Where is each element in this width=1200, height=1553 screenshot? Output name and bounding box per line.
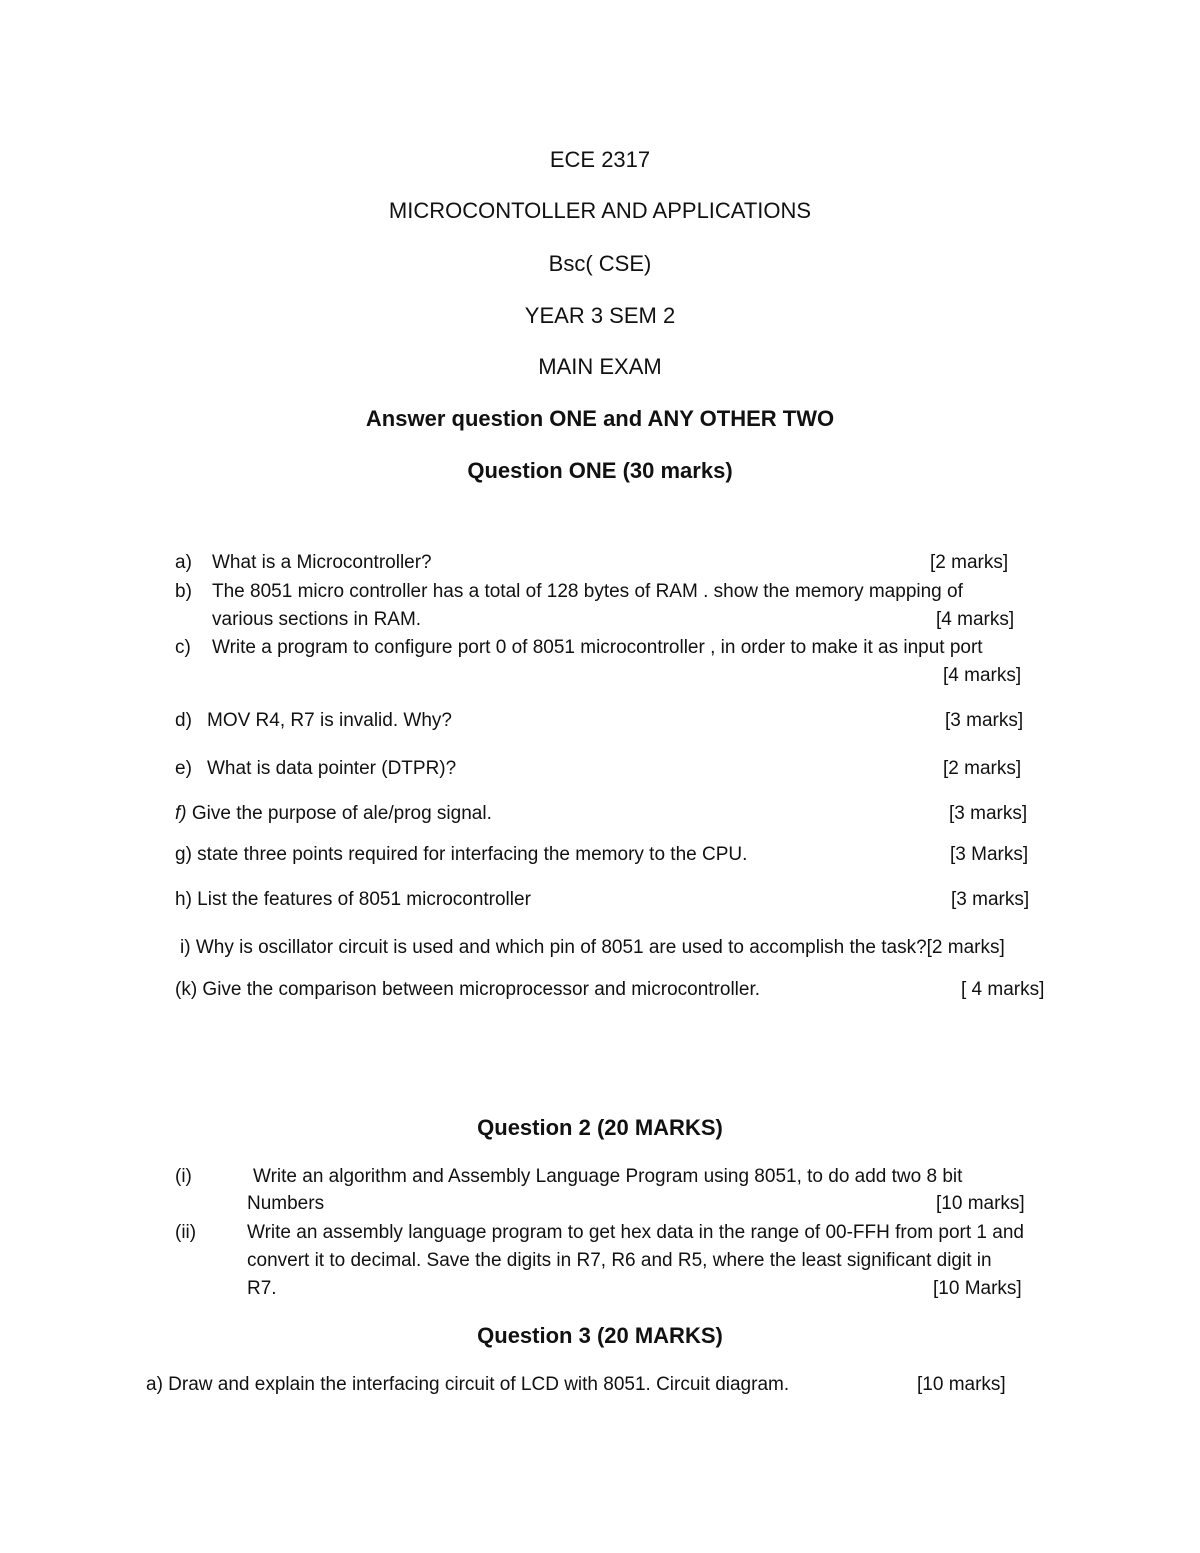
q1b-label: b) [175,581,192,602]
q2i-marks: [10 marks] [936,1193,1025,1214]
q2i-text: Write an algorithm and Assembly Language Program using 8051, to do add two 8 bit [253,1166,963,1187]
exam-instructions: Answer question ONE and ANY OTHER TWO [365,406,835,431]
q2ii-marks: [10 Marks] [933,1278,1022,1299]
q1f-label: f) [175,803,187,824]
course-code: ECE 2317 [549,147,651,172]
q1b-text-cont: various sections in RAM. [212,609,422,630]
q1d-marks: [3 marks] [945,710,1024,731]
q1c-marks: [4 marks] [943,665,1022,686]
q1a-marks: [2 marks] [930,552,1009,573]
q1f-item [175,802,492,826]
q2i-text-cont: Numbers [247,1193,325,1214]
year-semester: YEAR 3 SEM 2 [524,303,676,328]
question-3-heading: Question 3 (20 MARKS) [477,1323,723,1348]
q2ii-text-cont2: R7. [247,1278,277,1299]
q1c-text: Write a program to configure port 0 of 8051 microcontroller , in order to make it as input port [212,637,983,658]
q1a-text: What is a Microcontroller? [212,552,432,573]
q1b-text: The 8051 micro controller has a total of 128 bytes of RAM . show the memory mapping of [212,581,963,602]
q1e-marks: [2 marks] [943,758,1022,779]
q3a-text: a) Draw and explain the interfacing circuit of LCD with 8051. Circuit diagram. [146,1374,790,1395]
programme: Bsc( CSE) [548,251,652,276]
q1b-marks: [4 marks] [936,609,1015,630]
q1i-text: i) Why is oscillator circuit is used and which pin of 8051 are used to accomplish the task?[2 marks] [180,937,1005,958]
q1d-text: MOV R4, R7 is invalid. Why? [207,710,452,731]
question-one-heading: Question ONE (30 marks) [467,458,733,483]
question-2-heading: Question 2 (20 MARKS) [477,1115,723,1140]
q1e-label: e) [175,758,192,779]
q1g-marks: [3 Marks] [950,844,1029,865]
q1g-text: g) state three points required for interfacing the memory to the CPU. [175,844,748,865]
q1k-text: (k) Give the comparison between microprocessor and microcontroller. [175,979,761,1000]
course-title: MICROCONTOLLER AND APPLICATIONS [388,198,812,223]
q2ii-text: Write an assembly language program to get hex data in the range of 00-FFH from port 1 and [247,1222,1024,1243]
q1a-label: a) [175,552,192,573]
q1h-text: h) List the features of 8051 microcontroller [175,889,531,910]
q1d-label: d) [175,710,192,731]
exam-type: MAIN EXAM [538,354,662,379]
q2ii-label: (ii) [175,1222,197,1243]
q1c-label: c) [175,637,191,658]
q2ii-text-cont: convert it to decimal. Save the digits in R7, R6 and R5, where the least significant digit in [247,1250,992,1271]
q2i-label: (i) [175,1166,192,1187]
q1f-marks: [3 marks] [949,803,1028,824]
q1f-text: Give the purpose of ale/prog signal. [186,803,492,824]
q1h-marks: [3 marks] [951,889,1030,910]
q3a-marks: [10 marks] [917,1374,1006,1395]
q1e-text: What is data pointer (DTPR)? [207,758,457,779]
q1k-marks: [ 4 marks] [961,979,1045,1000]
